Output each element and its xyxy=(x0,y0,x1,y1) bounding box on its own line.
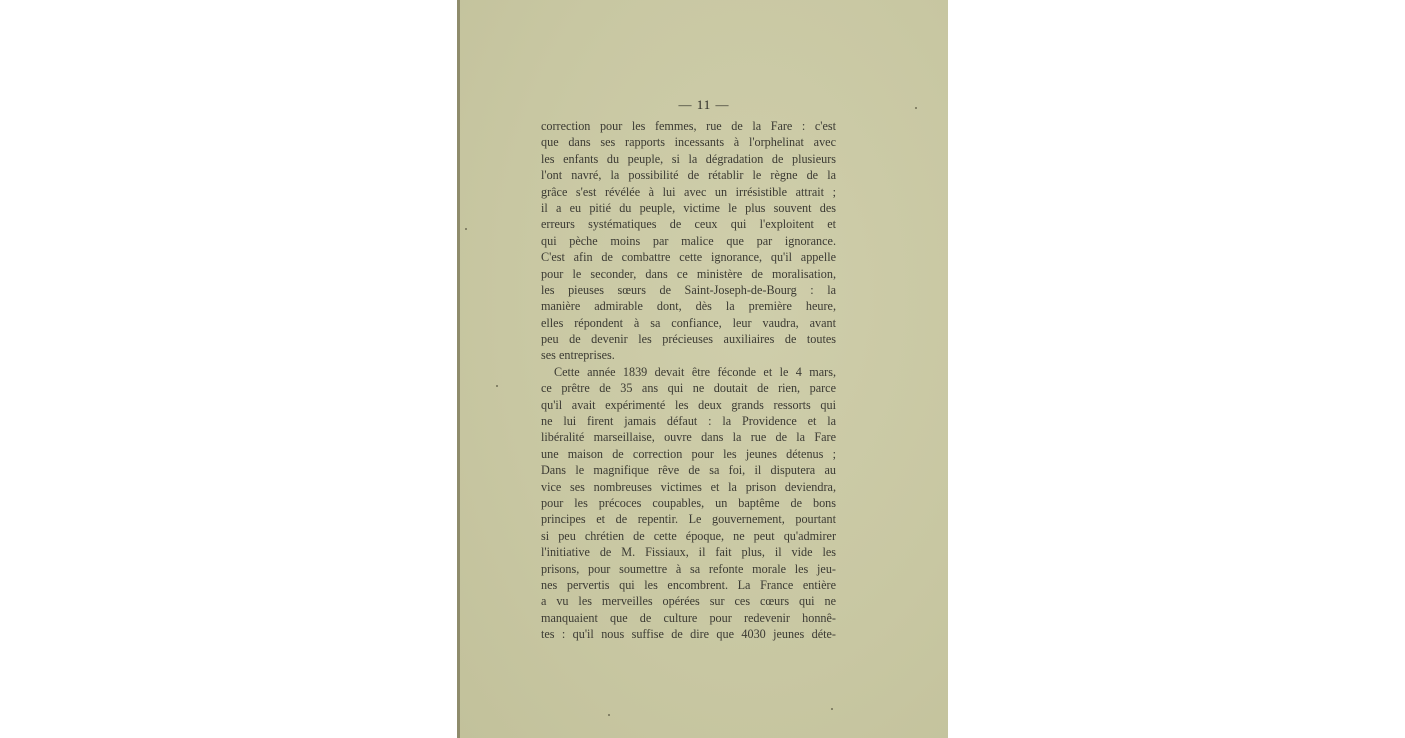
text-line: C'est afin de combattre cette ignorance, qu'il appelle xyxy=(541,250,836,265)
text-line: ce prêtre de 35 ans qui ne doutait de rien, parce xyxy=(541,381,836,396)
text-line: prisons, pour soumettre à sa refonte morale les jeu- xyxy=(541,561,836,576)
text-line: si peu chrétien de cette époque, ne peut qu'admirer xyxy=(541,528,836,543)
text-line: peu de devenir les précieuses auxiliaires de toutes xyxy=(541,332,836,347)
text-line: que dans ses rapports incessants à l'orphelinat avec xyxy=(541,135,836,150)
text-line: Dans le magnifique rêve de sa foi, il disputera au xyxy=(541,463,836,478)
paper-speck xyxy=(915,107,917,109)
text-line: elles répondent à sa confiance, leur vaudra, avant xyxy=(541,315,836,330)
text-line: l'ont navré, la possibilité de rétablir le règne de la xyxy=(541,168,836,183)
paper-speck xyxy=(496,385,498,387)
text-line: pour le seconder, dans ce ministère de moralisation, xyxy=(541,266,836,281)
text-line: principes et de repentir. Le gouvernement, pourtant xyxy=(541,512,836,527)
text-line: qu'il avait expérimenté les deux grands ressorts qui xyxy=(541,397,836,412)
text-line: tes : qu'il nous suffise de dire que 4030 jeunes déte- xyxy=(541,627,836,642)
text-line: pour les précoces coupables, un baptême de bons xyxy=(541,495,836,510)
text-line: vice ses nombreuses victimes et la prison deviendra, xyxy=(541,479,836,494)
text-line: correction pour les femmes, rue de la Fare : c'est xyxy=(541,119,836,133)
paragraph-1 xyxy=(541,118,836,364)
text-line: manière admirable dont, dès la première heure, xyxy=(541,299,836,314)
text-line: les pieuses sœurs de Saint-Joseph-de-Bourg : la xyxy=(541,282,836,297)
text-line: libéralité marseillaise, ouvre dans la rue de la Fare xyxy=(541,430,836,445)
scanned-page xyxy=(457,0,948,738)
text-line: erreurs systématiques de ceux qui l'exploitent et xyxy=(541,217,836,232)
text-line: les enfants du peuple, si la dégradation de plusieurs xyxy=(541,151,836,166)
page-number: — 11 — xyxy=(678,97,730,112)
page-text xyxy=(541,118,836,643)
text-line: manquaient que de culture pour redevenir honnê- xyxy=(541,610,836,625)
text-line: Cette année 1839 devait être féconde et le 4 mars, xyxy=(554,364,836,379)
paper-speck xyxy=(831,708,833,710)
paper-speck xyxy=(608,714,610,716)
text-line: ses entreprises. xyxy=(541,348,615,363)
paragraph-2 xyxy=(541,364,836,643)
text-line: ne lui firent jamais défaut : la Providence et la xyxy=(541,414,836,429)
text-line: il a eu pitié du peuple, victime le plus souvent des xyxy=(541,200,836,215)
paper-speck xyxy=(465,228,467,230)
text-line: a vu les merveilles opérées sur ces cœurs qui ne xyxy=(541,594,836,609)
text-line: une maison de correction pour les jeunes détenus ; xyxy=(541,446,836,461)
text-line: l'initiative de M. Fissiaux, il fait plus, il vide les xyxy=(541,545,836,560)
text-line: qui pèche moins par malice que par ignorance. xyxy=(541,233,836,248)
text-line: grâce s'est révélée à lui avec un irrésistible attrait ; xyxy=(541,184,836,199)
text-line: nes pervertis qui les encombrent. La France entière xyxy=(541,577,836,592)
